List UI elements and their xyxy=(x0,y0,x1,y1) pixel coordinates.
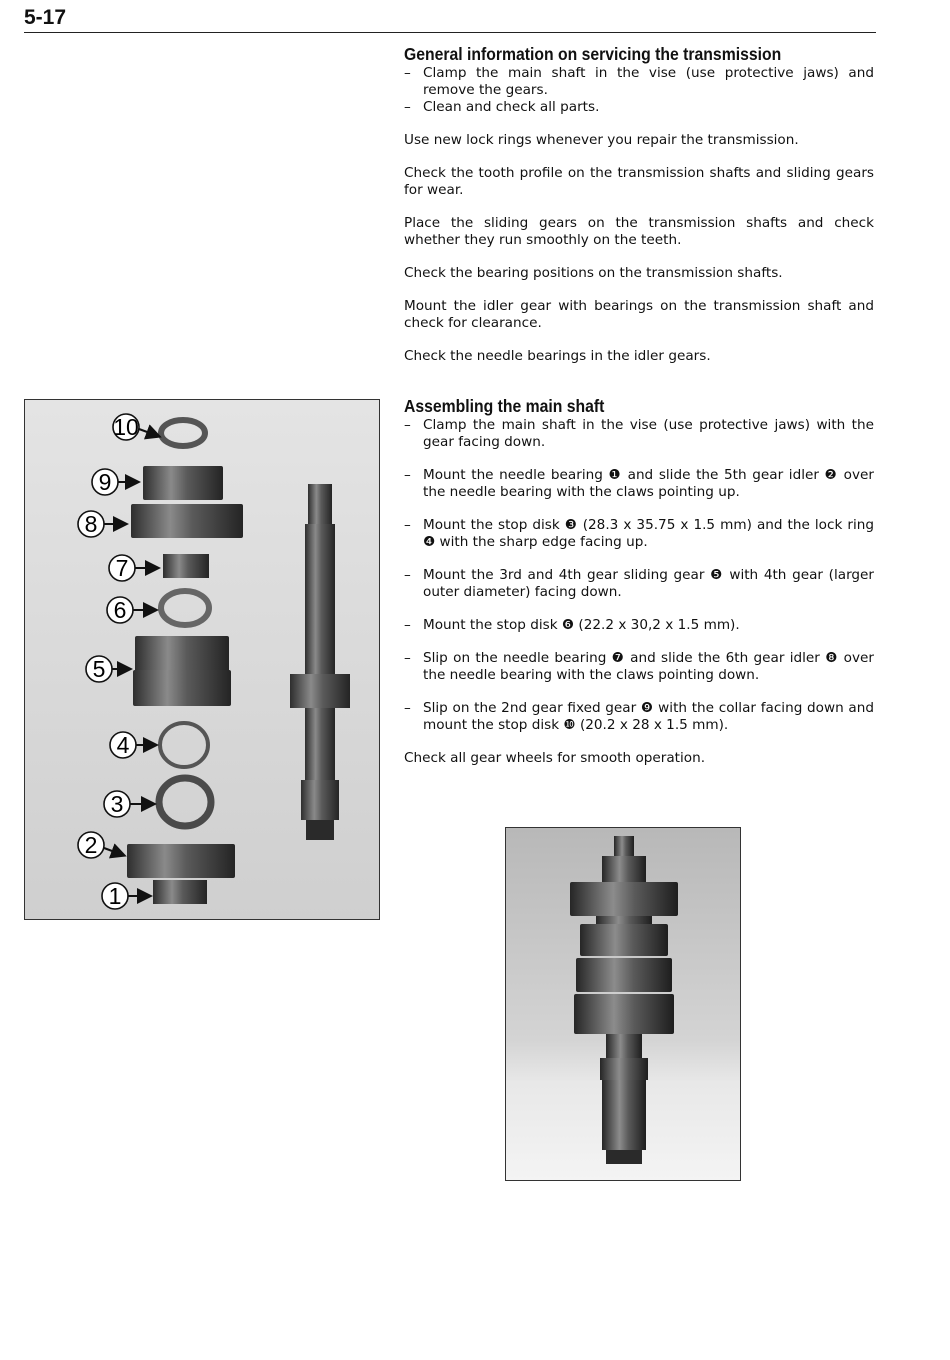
section-assembling-main-shaft xyxy=(404,396,874,767)
assembly-step: – Slip on the 2nd gear fixed gear ❾ with the collar facing down and mount the stop disk ❿ (20.2 x 28 x 1.5 mm). xyxy=(404,700,874,734)
general-bullet-list xyxy=(404,65,874,116)
general-bullet: – Clamp the main shaft in the vise (use protective jaws) and remove the gears. xyxy=(404,65,874,99)
section-title-general: General information on servicing the transmission xyxy=(404,44,782,64)
assembly-step: – Mount the stop disk ❻ (22.2 x 30,2 x 1.5 mm). xyxy=(404,617,874,634)
callout-label: 2 xyxy=(84,832,98,858)
general-paragraph: Mount the idler gear with bearings on the transmission shaft and check for clearance. xyxy=(404,298,874,331)
assembly-step-list xyxy=(404,417,874,734)
closing-note: Check all gear wheels for smooth operation. xyxy=(404,750,706,766)
general-paragraph: Place the sliding gears on the transmission shafts and check whether they run smoothly on the teeth. xyxy=(404,215,874,248)
assembly-step: – Slip on the needle bearing ❼ and slide the 6th gear idler ❽ over the needle bearing with the claws pointing down. xyxy=(404,650,874,684)
general-paragraph: Check the tooth profile on the transmission shafts and sliding gears for wear. xyxy=(404,165,874,198)
assembly-step: – Mount the stop disk ❸ (28.3 x 35.75 x 1.5 mm) and the lock ring ❹ with the sharp edge facing up. xyxy=(404,517,874,551)
general-paragraph: Check the needle bearings in the idler gears. xyxy=(404,348,711,364)
exploded-parts-illustration xyxy=(25,400,380,920)
assembly-step: – Mount the needle bearing ❶ and slide the 5th gear idler ❷ over the needle bearing with the claws pointing up. xyxy=(404,467,874,501)
callout-label: 10 xyxy=(113,414,139,440)
callout-label: 6 xyxy=(113,597,127,623)
assembled-shaft-illustration xyxy=(506,828,741,1181)
section-title-assembling: Assembling the main shaft xyxy=(404,396,605,416)
assembled-shaft-photo xyxy=(505,827,741,1181)
page-number: 5-17 xyxy=(24,6,67,29)
assembly-step: – Clamp the main shaft in the vise (use protective jaws) with the gear facing down. xyxy=(404,417,874,451)
general-bullet: – Clean and check all parts. xyxy=(404,99,874,116)
general-paragraph: Use new lock rings whenever you repair the transmission. xyxy=(404,132,799,148)
callout-label: 9 xyxy=(98,469,112,495)
header-rule xyxy=(24,32,876,33)
general-paragraph: Check the bearing positions on the transmission shafts. xyxy=(404,265,783,281)
section-general-information xyxy=(404,44,874,365)
exploded-parts-photo xyxy=(24,399,380,920)
callout-label: 3 xyxy=(110,791,124,817)
callout-label: 4 xyxy=(116,732,130,758)
callout-label: 5 xyxy=(92,656,106,682)
callout-label: 1 xyxy=(108,883,122,909)
callout-label: 8 xyxy=(84,511,98,537)
callout-label: 7 xyxy=(115,555,129,581)
assembly-step: – Mount the 3rd and 4th gear sliding gear ❺ with 4th gear (larger outer diameter) facing down. xyxy=(404,567,874,601)
